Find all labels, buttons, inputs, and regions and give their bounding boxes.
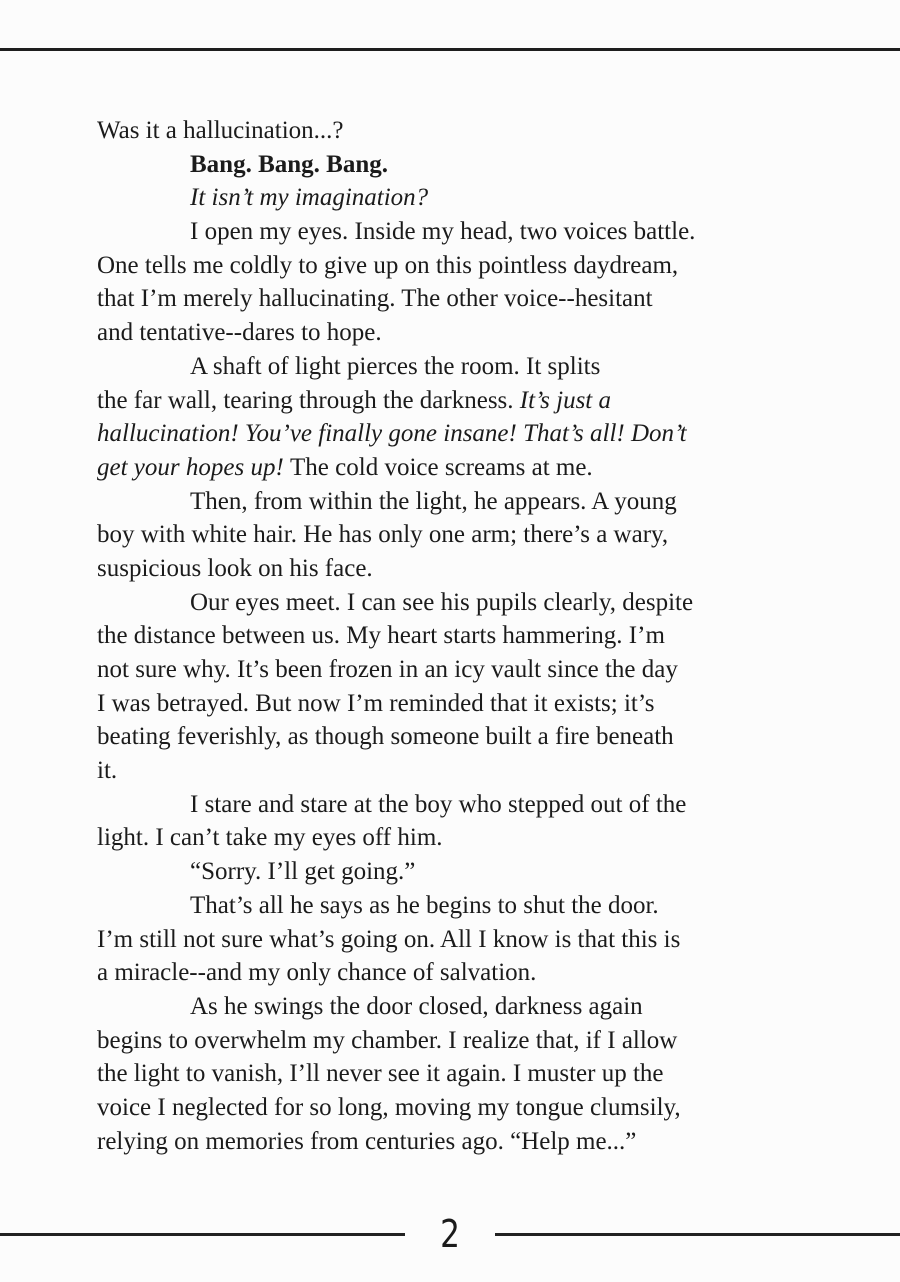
text-segment-regular: not sure why. It’s been frozen in an icy vault since the day [97,656,678,683]
text-line [97,855,803,889]
text-segment-bold: Bang. Bang. Bang. [190,150,388,178]
text-segment-regular: the far wall, tearing through the darkness. [97,386,520,414]
text-segment-italic: hallucination! You’ve finally gone insane! That’s all! Don’t [97,420,687,448]
text-segment-regular: I was betrayed. But now I’m reminded that it exists; it’s [97,689,655,717]
text-line [97,518,803,552]
text-line [97,114,803,148]
text-segment-regular: beating feverishly, as though someone built a fire beneath [97,723,674,751]
text-segment-regular: One tells me coldly to give up on this pointless daydream, [97,251,679,279]
text-segment-regular: A shaft of light pierces the room. It splits [190,352,601,380]
footer-rule-left [0,1233,405,1236]
text-line [97,754,803,788]
text-segment-regular: the light to vanish, I’ll never see it again. I muster up the [97,1060,664,1088]
text-line [97,417,803,451]
text-segment-regular: I’m still not sure what’s going on. All I know is that this is [97,925,681,953]
text-line [97,653,803,687]
text-line [97,990,803,1024]
text-segment-regular: Our eyes meet. I can see his pupils clearly, despite [190,588,694,616]
text-segment-regular: and tentative--dares to hope. [97,319,382,347]
text-line [97,552,803,586]
text-segment-regular: relying on memories from centuries ago. “Help me...” [97,1127,637,1155]
text-line [97,619,803,653]
page-footer [0,1212,900,1256]
text-line [97,384,803,418]
text-segment-italic: It’s just a [519,386,612,414]
text-segment-regular: begins to overwhelm my chamber. I realize that, if I allow [97,1026,678,1054]
text-segment-regular: “Sorry. I’ll get going.” [190,858,416,886]
text-segment-regular: Then, from within the light, he appears. A young [190,487,677,515]
text-line [97,923,803,957]
text-segment-regular: the distance between us. My heart starts hammering. I’m [97,622,665,650]
text-line [97,1125,803,1159]
text-line [97,316,803,350]
text-line [97,249,803,283]
text-segment-regular: As he swings the door closed, darkness again [190,992,643,1020]
text-segment-regular: light. I can’t take my eyes off him. [97,824,443,852]
text-line [97,956,803,990]
text-line [97,451,803,485]
text-segment-regular: voice I neglected for so long, moving my tongue clumsily, [97,1093,681,1121]
text-line [97,687,803,721]
text-segment-regular: that I’m merely hallucinating. The other voice--hesitant [97,285,653,313]
text-line [97,350,803,384]
text-line [97,181,803,215]
text-segment-regular: suspicious look on his face. [97,554,373,582]
text-line [97,485,803,519]
text-line [97,720,803,754]
footer-rule-right [495,1233,900,1236]
text-line [97,821,803,855]
text-line [97,148,803,182]
page-text [97,114,803,1158]
text-segment-regular: boy with white hair. He has only one arm; there’s a wary, [97,521,669,549]
page-top-rule [0,48,900,51]
text-line [97,282,803,316]
text-segment-regular: That’s all he says as he begins to shut the door. [190,891,659,919]
text-segment-italic: It isn’t my imagination? [190,184,429,212]
text-segment-italic: get your hopes up! [97,453,291,481]
text-line [97,1057,803,1091]
text-segment-regular: Was it a hallucination...? [97,117,344,144]
text-segment-regular: I stare and stare at the boy who stepped out of the [190,790,687,818]
text-segment-regular: a miracle--and my only chance of salvation. [97,959,537,987]
page-number: 2 [440,1212,460,1256]
text-line [97,586,803,620]
text-line [97,889,803,923]
text-segment-regular: The cold voice screams at me. [290,453,593,481]
text-segment-regular: I open my eyes. Inside my head, two voices battle. [190,218,696,246]
text-line [97,1091,803,1125]
text-segment-regular: it. [97,757,118,785]
text-line [97,1024,803,1058]
text-line [97,788,803,822]
text-line [97,215,803,249]
